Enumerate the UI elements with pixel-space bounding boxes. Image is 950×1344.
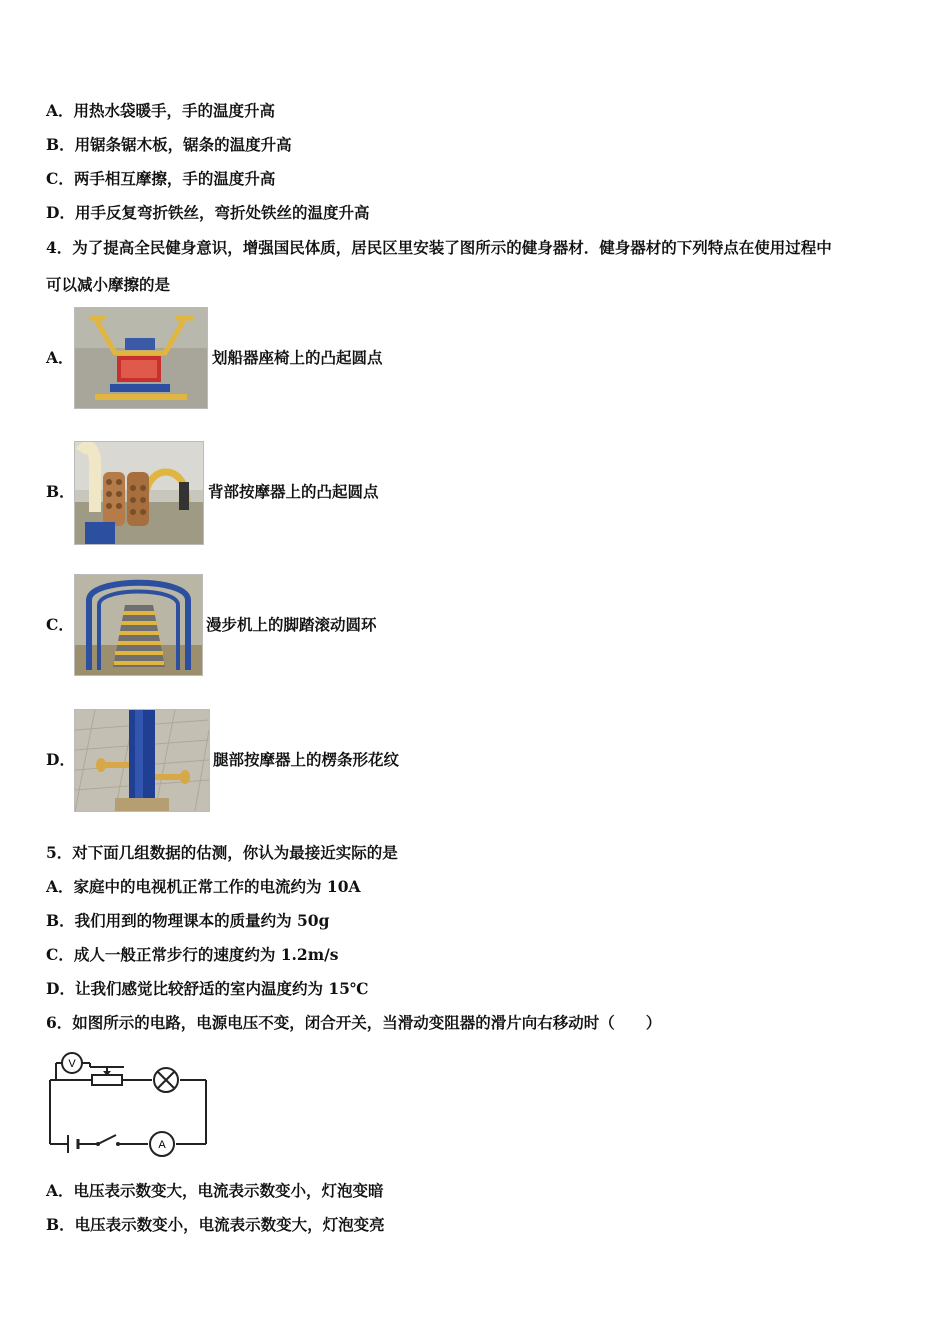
q6-option-a: A．电压表示数变大，电流表示数变小，灯泡变暗 — [46, 1181, 384, 1200]
ammeter-label: A — [158, 1139, 166, 1151]
q3-option-b: B．用锯条锯木板，锯条的温度升高 — [46, 135, 292, 154]
rowing-machine-photo — [74, 307, 208, 409]
q5-stem: 5．对下面几组数据的估测，你认为最接近实际的是 — [46, 843, 398, 862]
leg-massager-photo — [74, 709, 210, 812]
q6-stem: 6．如图所示的电路，电源电压不变，闭合开关，当滑动变阻器的滑片向右移动时（ ） — [46, 1013, 662, 1032]
q5-option-a: A．家庭中的电视机正常工作的电流约为 10A — [46, 877, 361, 896]
back-massager-photo — [74, 441, 204, 545]
q5-option-b: B．我们用到的物理课本的质量约为 50g — [46, 911, 330, 930]
walking-machine-photo — [74, 574, 203, 676]
q4-stem-line1: 4．为了提高全民健身意识，增强国民体质，居民区里安装了图所示的健身器材．健身器材的下列特点在使用过程中 — [46, 238, 832, 257]
q3-option-a: A．用热水袋暖手，手的温度升高 — [46, 101, 276, 120]
q6-option-b: B．电压表示数变小，电流表示数变大，灯泡变亮 — [46, 1215, 385, 1234]
q3-option-c: C．两手相互摩擦，手的温度升高 — [46, 169, 276, 188]
voltmeter-label: V — [68, 1058, 76, 1070]
q4-stem-line2: 可以减小摩擦的是 — [46, 275, 171, 294]
q5-option-c: C．成人一般正常步行的速度约为 1.2m/s — [46, 945, 339, 964]
circuit-diagram — [44, 1045, 210, 1163]
q3-option-d: D．用手反复弯折铁丝，弯折处铁丝的温度升高 — [46, 203, 370, 222]
q5-option-d: D．让我们感觉比较舒适的室内温度约为 15℃ — [46, 979, 369, 998]
